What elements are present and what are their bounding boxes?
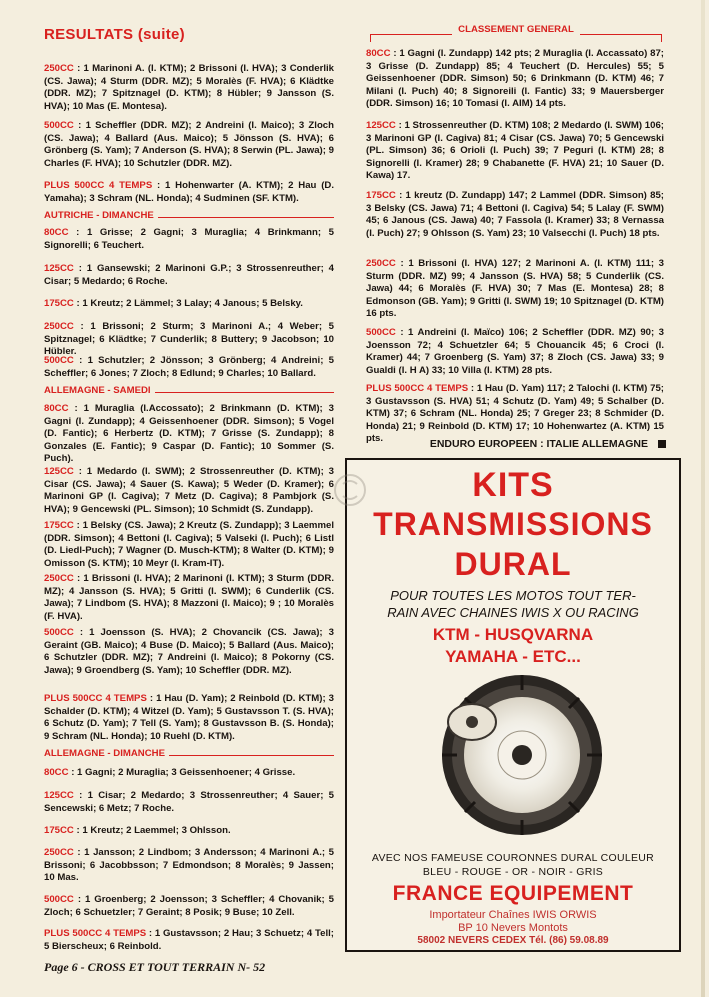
- category-label: 500CC: [44, 894, 74, 905]
- page-footer: Page 6 - CROSS ET TOUT TERRAIN N- 52: [44, 960, 266, 974]
- result-paragraph: [44, 928, 334, 953]
- category-label: PLUS 500CC 4 TEMPS: [44, 180, 153, 191]
- page-edge: [701, 0, 705, 997]
- ad-headline: TRANSMISSIONS: [373, 506, 653, 542]
- result-paragraph: [44, 573, 334, 623]
- result-paragraph: [44, 63, 334, 113]
- category-label: 125CC: [44, 263, 74, 274]
- category-label: 250CC: [44, 321, 74, 332]
- result-paragraph: [44, 693, 334, 743]
- result-paragraph: [44, 120, 334, 170]
- standing-paragraph: [366, 48, 664, 111]
- ad-importer-text: Importateur Chaînes IWIS ORWIS: [429, 909, 597, 921]
- section-heading-text: ALLEMAGNE - SAMEDI: [44, 385, 151, 396]
- advertisement: [345, 458, 681, 952]
- result-text: : 1 Medardo (I. SWM); 2 Strossenreuther (D. KTM); 3 Cisar (CS. Jawa); 4 Sauer (S. Kawa); 5 Weder (D. Kramer); 6 Marinoni GP (I. Cagiva); 7 Metz (D. Cagiva); 8 Pambjork (S. HVA); 9 Gencewski (PL. Simson); 10 Schmidt (S. Zundapp).: [44, 466, 334, 515]
- result-text: : 1 Jansson; 2 Lindbom; 3 Andersson; 4 Marinoni A.; 5 Brissoni; 6 Jacobbsson; 7 Edmondson; 8 Moralès; 9 Jassen; 10 Mas.: [44, 847, 334, 883]
- standings-title: [366, 24, 666, 35]
- result-paragraph: [44, 894, 334, 919]
- category-label: 80CC: [366, 48, 391, 59]
- result-paragraph: [44, 263, 334, 288]
- standing-paragraph: [366, 383, 664, 446]
- standing-paragraph: [366, 258, 664, 321]
- result-paragraph: [44, 180, 334, 205]
- category-label: 125CC: [366, 120, 396, 131]
- result-text: : 1 Grisse; 2 Gagni; 3 Muraglia; 4 Brinkmann; 5 Signorelli; 6 Teuchert.: [44, 227, 334, 251]
- category-label: 500CC: [44, 627, 74, 638]
- result-text: : 1 Schutzler; 2 Jönsson; 3 Grönberg; 4 Andreini; 5 Scheffler; 6 Jones; 7 Zloch; 8 Edlund; 9 Charles; 10 Ballard.: [44, 355, 334, 379]
- header-rule-tick: [661, 34, 662, 42]
- result-text: : 1 Gagni; 2 Muraglia; 3 Geissenhoener; 4 Grisse.: [68, 767, 296, 778]
- section-heading-text: ALLEMAGNE - DIMANCHE: [44, 748, 165, 759]
- category-label: 250CC: [44, 63, 74, 74]
- category-label: PLUS 500CC 4 TEMPS: [44, 928, 147, 939]
- standing-text: : 1 Strossenreuther (D. KTM) 108; 2 Medardo (I. SWM) 106; 3 Marinoni GP (I. Cagiva) 81; 4 Cisar (CS. Jawa) 70; 5 Gencewski (PL. Simson) 36; 6 Orioli (I. Puch) 39; 7 Peguri (I. KTM) 28; 8 Signorelli (I. Kramer) 28; 9 Chabanette (F. HVA) 21; 10 Sauer (D. Kawa) 17.: [366, 120, 664, 181]
- result-paragraph: [44, 355, 334, 380]
- result-text: : 1 Kreutz; 2 Lämmel; 3 Lalay; 4 Janous; 5 Belsky.: [73, 298, 303, 309]
- result-paragraph: [44, 790, 334, 815]
- standings-title-text: CLASSEMENT GENERAL: [452, 24, 580, 35]
- enduro-heading-text: ENDURO EUROPEEN : ITALIE ALLEMAGNE: [429, 438, 648, 450]
- section-heading: [44, 385, 334, 396]
- category-label: 175CC: [366, 190, 396, 201]
- standing-text: : 1 kreutz (D. Zundapp) 147; 2 Lammel (DDR. Simson) 85; 3 Belsky (CS. Jawa) 71; 4 Bettoni (I. Cagiva) 54; 5 Lalay (F. SWM) 45; 6 Janous (CS. Jawa) 40; 7 Fassola (I. Kramer) 33; 8 Vernassa (I. Puch) 27; 9 Ohlsson (S. Yam) 23; 10 Valsecchi (I. Puch) 18 pts.: [366, 190, 664, 239]
- section-rule: [169, 755, 334, 756]
- ad-body-text: BLEU - ROUGE - OR - NOIR - GRIS: [422, 866, 604, 878]
- section-heading-text: AUTRICHE - DIMANCHE: [44, 210, 154, 221]
- category-label: 175CC: [44, 520, 74, 531]
- result-text: : 1 Brissoni (I. HVA); 2 Marinoni (I. KTM); 3 Sturm (DDR. MZ); 4 Jansson (S. HVA); 5 Gritti (I. SWM); 6 Cunderlik (CS. Jawa); 7 Lindbom (S. HVA); 8 Mazzoni (I. Maico); 9 ; 10 Moralès (F. HVA).: [44, 573, 334, 622]
- category-label: PLUS 500CC 4 TEMPS: [366, 383, 469, 394]
- result-text: : 1 Groenberg; 2 Joensson; 3 Scheffler; 4 Chovanik; 5 Zloch; 6 Schuetzler; 7 Geraint; 8 Posik; 9 Buse; 10 Zell.: [44, 894, 334, 918]
- category-label: 500CC: [366, 327, 396, 338]
- section-heading: [44, 748, 334, 759]
- category-label: 80CC: [44, 767, 69, 778]
- result-text: : 1 Joensson (S. HVA); 2 Chovancik (CS. Jawa); 3 Geraint (GB. Maico); 4 Buse (D. Maico); 5 Ballard (Aus. Maico); 6 Schutzler (DDR. MZ); 7 Andreini (I. Maico); 8 Pokorny (CS. Jawa); 9 Groendberg (S. Yam); 10 Scheffler (DDR. MZ).: [44, 627, 334, 676]
- square-bullet-icon: [658, 440, 666, 448]
- category-label: 500CC: [44, 120, 74, 131]
- result-paragraph: [44, 466, 334, 516]
- result-text: : 1 Gustavsson; 2 Hau; 3 Schuetz; 4 Tell; 5 Bierscheux; 6 Reinbold.: [44, 928, 334, 952]
- ad-tagline: POUR TOUTES LES MOTOS TOUT TER-: [390, 588, 636, 603]
- result-text: : 1 Marinoni A. (I. KTM); 2 Brissoni (I. HVA); 3 Conderlik (CS. Jawa); 4 Sturm (DDR. MZ); 5 Moralès (F. HVA); 6 Klädtke (DDR. MZ); 7 Spitznagel (D. KTM); 8 Hübler; 9 Jansson (S. HVA); 10 Mas (E. Montesa).: [44, 63, 334, 112]
- result-paragraph: [44, 403, 334, 466]
- result-text: : 1 Muraglia (I.Accossato); 2 Brinkmann (D. KTM); 3 Gagni (I. Zundapp); 4 Geissenhoener (DDR. Simson); 5 Vogel (D. Fantic); 6 Herbertz (D. KTM); 7 Grisse (S. Zundapp); 8 Gonzales (E. Fantic); 9 Caspar (D. Fantic); 10 Sommer (S. Puch).: [44, 403, 334, 464]
- standing-paragraph: [366, 327, 664, 377]
- page-title: RESULTATS (suite): [44, 26, 185, 43]
- ad-brands: KTM - HUSQVARNA: [432, 625, 594, 644]
- standing-text: : 1 Andreini (I. Maïco) 106; 2 Scheffler (DDR. MZ) 90; 3 Joensson 72; 4 Schuetzler 64; 5 Chouancik 45; 6 Croci (I. Kramer) 44; 7 Groenberg (S. Yam) 37; 8 Zloch (CS. Jawa) 33; 9 Gualdi (I. H A) 33; 10 Villa (I. KTM) 28 pts.: [366, 327, 664, 376]
- standings-header: [366, 22, 666, 44]
- result-paragraph: [44, 321, 334, 359]
- category-label: 250CC: [44, 573, 74, 584]
- section-rule: [158, 217, 334, 218]
- category-label: 175CC: [44, 825, 74, 836]
- category-label: 80CC: [44, 227, 69, 238]
- ad-address-text: 58002 NEVERS CEDEX Tél. (86) 59.08.89: [417, 935, 609, 946]
- result-paragraph: [44, 627, 334, 677]
- result-text: : 1 Kreutz; 2 Laemmel; 3 Ohlsson.: [73, 825, 231, 836]
- section-rule: [155, 392, 334, 393]
- result-text: : 1 Hau (D. Yam); 2 Reinbold (D. KTM); 3 Schalder (D. KTM); 4 Witzel (D. Yam); 5 Gustavsson T. (S. HVA); 6 Schutz (D. Yam); 7 Tell (S. Yam); 8 Gustavsson B. (S. Honda); 9 Schram (NL. Honda); 10 Ruehl (D. KTM).: [44, 693, 334, 742]
- result-paragraph: [44, 298, 334, 311]
- category-label: 175CC: [44, 298, 74, 309]
- category-label: 250CC: [44, 847, 74, 858]
- result-text: : 1 Cisar; 2 Medardo; 3 Strossenreuther; 4 Sauer; 5 Sencewski; 6 Metz; 7 Roche.: [44, 790, 334, 814]
- ad-body-text: AVEC NOS FAMEUSE COURONNES DURAL COULEUR: [371, 852, 655, 864]
- ad-headline: KITS: [472, 466, 554, 504]
- category-label: 125CC: [44, 466, 74, 477]
- watermark-stamp-icon: [333, 470, 367, 510]
- category-label: 80CC: [44, 403, 69, 414]
- result-paragraph: [44, 767, 334, 780]
- category-label: 500CC: [44, 355, 74, 366]
- result-text: : 1 Gansewski; 2 Marinoni G.P.; 3 Strossenreuther; 4 Cisar; 5 Medardo; 6 Roche.: [44, 263, 334, 287]
- result-paragraph: [44, 520, 334, 570]
- category-label: PLUS 500CC 4 TEMPS: [44, 693, 147, 704]
- section-heading: [44, 210, 334, 221]
- result-paragraph: [44, 825, 334, 838]
- result-text: : 1 Scheffler (DDR. MZ); 2 Andreini (I. Maico); 3 Zloch (CS. Jawa); 4 Ballard (Aus. Maico); 5 Jönsson (S. HVA); 6 Grönberg (S. Yam); 7 Anderson (S. HVA); 8 Serwin (PL. Jawa); 9 Charles (F. HVA); 10 Schutzler (DDR. MZ).: [44, 120, 334, 169]
- result-text: : 1 Belsky (CS. Jawa); 2 Kreutz (S. Zundapp); 3 Laemmel (DDR. Simson); 4 Bettoni (I. Cagiva); 5 Valseki (I. Puch); 6 Listl (D. Liedl-Puch); 7 Wagner (D. Musch-KTM); 8 Walter (D. KTM); 9 Omisson (S. KTM); 10 Meyr (I. Kram-IT).: [44, 520, 334, 569]
- ad-company-name: FRANCE EQUIPEMENT: [392, 882, 634, 905]
- sprocket-chain-photo: [417, 670, 607, 840]
- standing-text: : 1 Brissoni (I. HVA) 127; 2 Marinoni A. (I. KTM) 111; 3 Sturm (DDR. MZ) 99; 4 Jansson (S. HVA) 58; 5 Cunderlik (CS. Jawa) 44; 6 Moralès (F. HVA) 30; 7 Mas (E. Montesa) 28; 8 Edmonson (GB. Yam); 9 Gritti (I. SWM) 19; 10 Spitznagel (D. KTM) 16 pts.: [366, 258, 664, 319]
- header-rule-tick: [370, 34, 371, 42]
- ad-address-text: BP 10 Nevers Montots: [458, 922, 568, 934]
- standing-paragraph: [366, 120, 664, 183]
- enduro-heading: [366, 438, 666, 450]
- result-text: : 1 Hohenwarter (A. KTM); 2 Hau (D. Yamaha); 3 Schram (NL. Honda); 4 Sudminen (SF. KTM).: [44, 180, 334, 204]
- category-label: 125CC: [44, 790, 74, 801]
- ad-tagline: RAIN AVEC CHAINES IWIS X OU RACING: [387, 605, 639, 620]
- result-paragraph: [44, 847, 334, 885]
- ad-brands: YAMAHA - ETC...: [445, 647, 581, 666]
- standing-text: : 1 Hau (D. Yam) 117; 2 Talochi (I. KTM) 75; 3 Gustavsson (S. HVA) 51; 4 Schutz (D. Yam) 49; 5 Schalber (D. KTM) 37; 6 Schram (NL. Honda) 25; 7 Greger 23; 8 Schmider (D. Honda) 21; 9 Reinbold (D. KTM) 17; 10 Hohenwartez (A. KTM) 15 pts.: [366, 383, 664, 444]
- result-paragraph: [44, 227, 334, 252]
- standing-text: : 1 Gagni (I. Zundapp) 142 pts; 2 Muraglia (I. Accassato) 87; 3 Grisse (D. Zundapp) 85; 4 Teuchert (D. Hercules) 55; 5 Geissenhoener (DDR. Simson) 50; 6 Drinkmann (D. KTM) 46; 7 Milani (I. Puch) 40; 8 Signoreili (I. Fantic) 33; 9 Mauersberger (DDR. Simson) 16; 10 Tomasi (I. AIM) 14 pts.: [366, 48, 664, 109]
- result-text: : 1 Brissoni; 2 Sturm; 3 Marinoni A.; 4 Weber; 5 Spitznagel; 6 Klädtke; 7 Cunderlik; 8 Buttery; 9 Jacobson; 10 Hübler.: [44, 321, 334, 357]
- standing-paragraph: [366, 190, 664, 240]
- ad-headline: DURAL: [454, 546, 572, 582]
- category-label: 250CC: [366, 258, 396, 269]
